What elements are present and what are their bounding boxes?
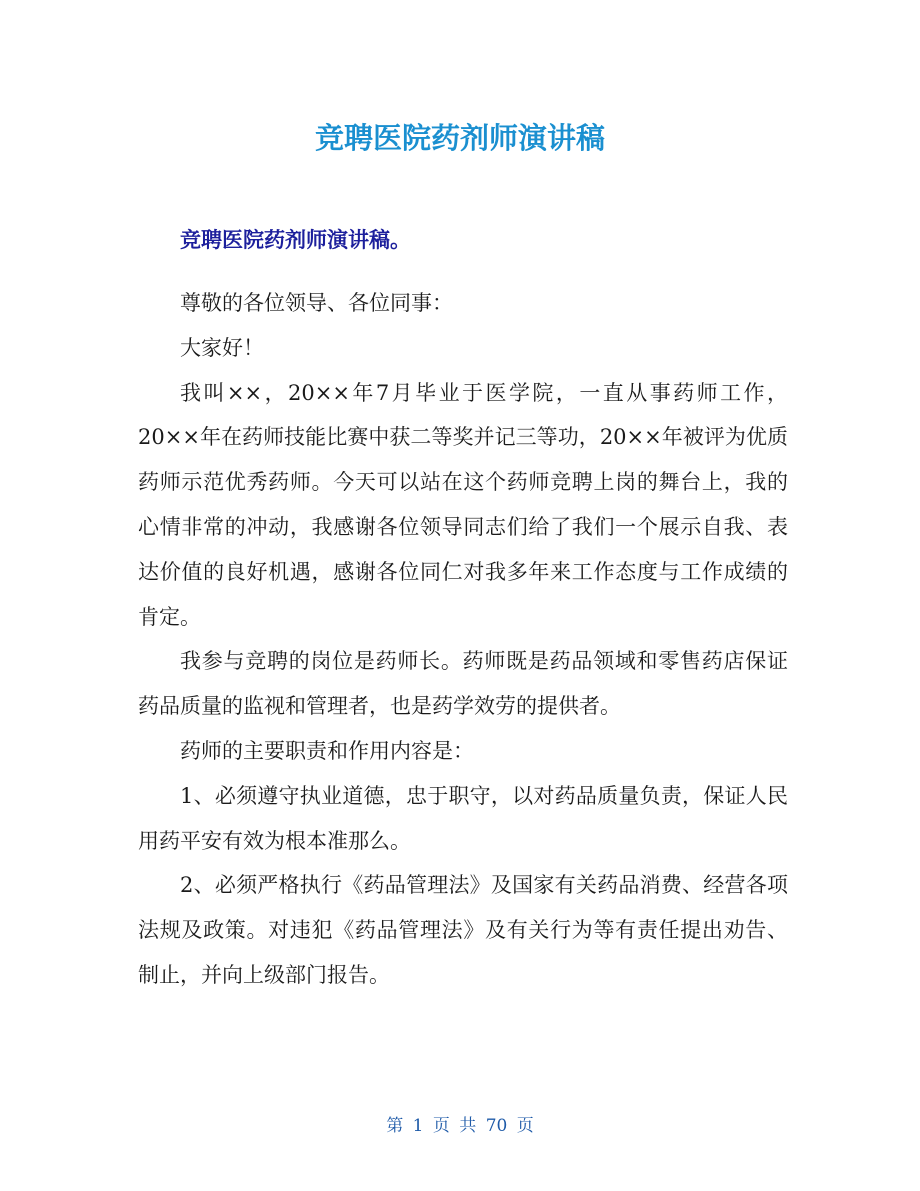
paragraph-duties-intro: 药师的主要职责和作用内容是：	[180, 738, 474, 763]
paragraph-greeting: 尊敬的各位领导、各位同事：	[180, 291, 453, 315]
document-body	[138, 281, 788, 998]
paragraph-duty-1: 1、必须遵守执业道德，忠于职守，以对药品质量负责，保证人民用药平安有效为根本准那么。	[138, 783, 788, 853]
paragraph-duty-2: 2、必须严格执行《药品管理法》及国家有关药品消费、经营各项法规及政策。对违犯《药品管理法》及有关行为等有责任提出劝告、制止，并向上级部门报告。	[138, 873, 788, 987]
paragraph-introduction: 我叫××，20××年7月毕业于医学院，一直从事药师工作，20××年在药师技能比赛中获二等奖并记三等功，20××年被评为优质药师示范优秀药师。今天可以站在这个药师竞聘上岗的舞台上，我的心情非常的冲动，我感谢各位领导同志们给了我们一个展示自我、表达价值的良好机遇，感谢各位同仁对我多年来工作态度与工作成绩的肯定。	[138, 380, 788, 629]
paragraph-hello: 大家好！	[180, 335, 264, 360]
paragraph-position: 我参与竞聘的岗位是药师长。药师既是药品领域和零售药店保证药品质量的监视和管理者，也是药学效劳的提供者。	[138, 649, 788, 719]
document-title: 竞聘医院药剂师演讲稿	[314, 121, 605, 155]
document-subtitle: 竞聘医院药剂师演讲稿。	[180, 228, 411, 252]
page-number-footer: 第 1 页 共 70 页	[386, 1116, 534, 1136]
